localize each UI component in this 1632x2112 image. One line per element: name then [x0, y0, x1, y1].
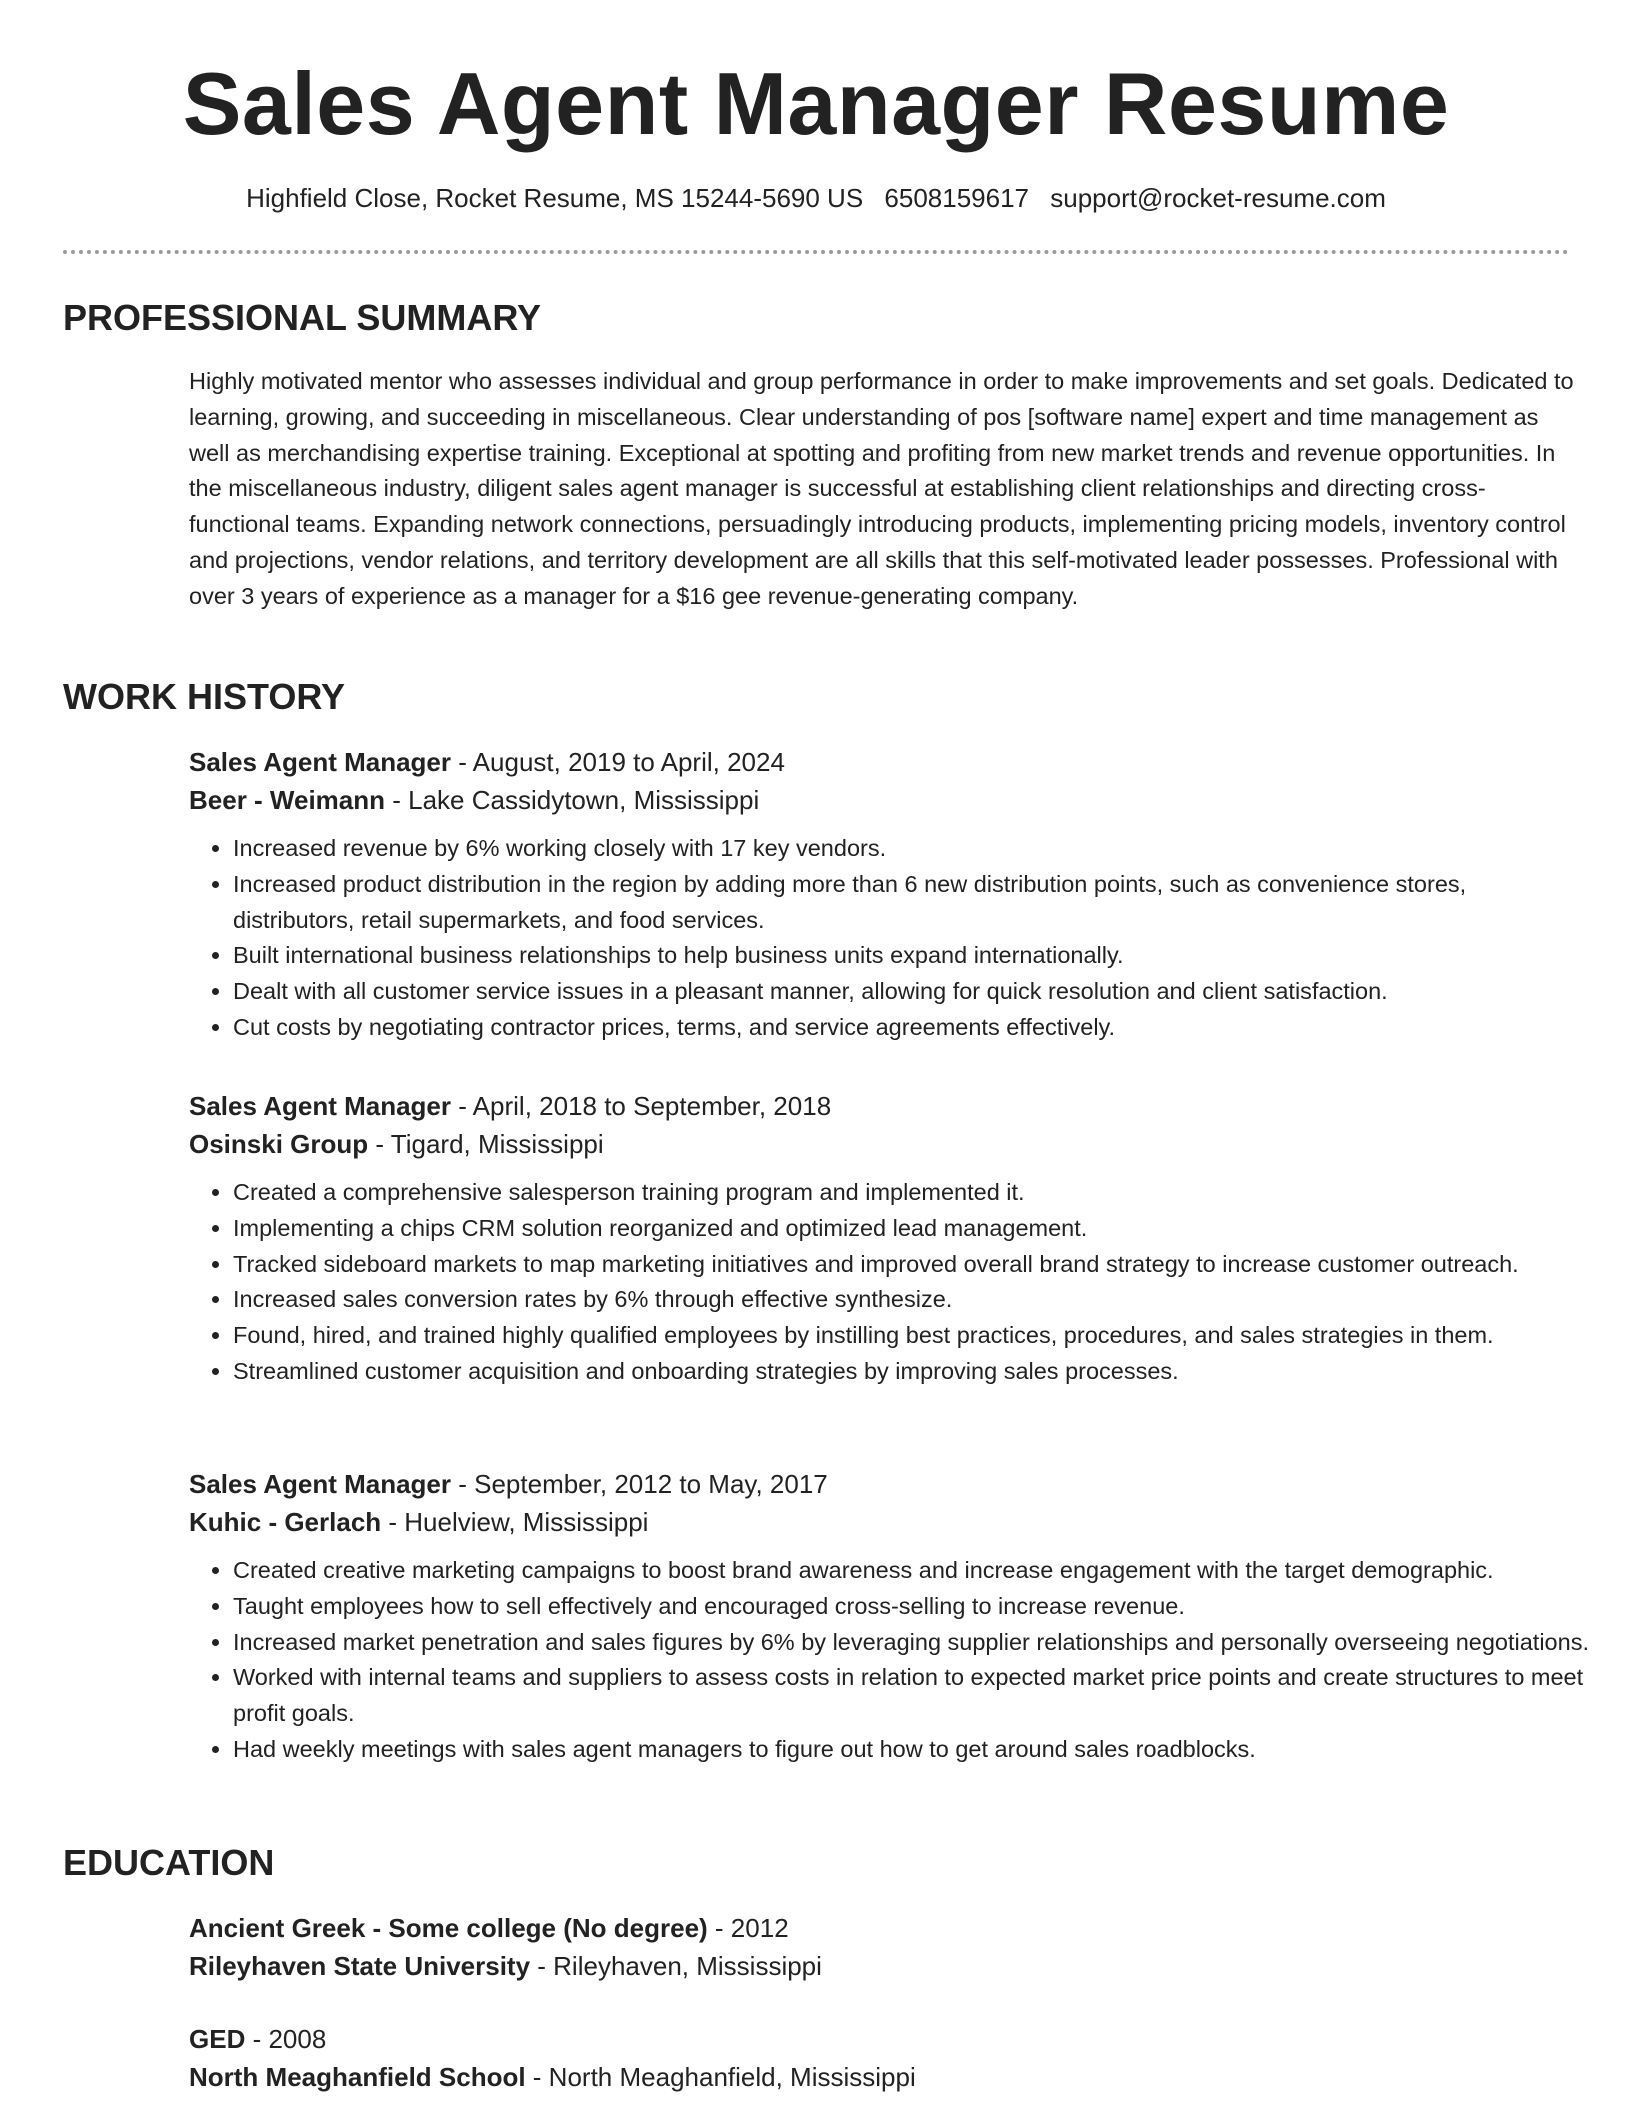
- job-entry: [189, 1087, 1589, 1390]
- job-role: Sales Agent Manager: [189, 1469, 452, 1499]
- education-school-line: [189, 1947, 1589, 1985]
- job-dates: - August, 2019 to April, 2024: [451, 747, 785, 777]
- education-degree-line: [189, 2020, 1589, 2058]
- section-title-education: EDUCATION: [63, 1842, 275, 1883]
- summary-text: Highly motivated mentor who assesses individual and group performance in order to make improvements and set goals. Dedicated to learning, growing, and succeeding in miscellaneous. Clear understanding of pos [software name] expert and time management as well as merchandising expertise training. Exceptional at spotting and profiting from new market trends and revenue opportunities. In the miscellaneous industry, diligent sales agent manager is successful at establishing client relationships and directing cross-functional teams. Expanding network connections, persuadingly introducing products, implementing pricing models, inventory control and projections, vendor relations, and territory development are all skills that this self-motivated leader possesses. Professional with over 3 years of experience as a manager for a $16 gee revenue-generating company.: [189, 368, 1574, 609]
- job-title-line: [189, 743, 1589, 781]
- resume-title: Sales Agent Manager Resume: [182, 54, 1450, 153]
- job-bullet: • Increased revenue by 6% working closely with 17 key vendors.: [233, 831, 1589, 867]
- job-company-line: [189, 1503, 1589, 1541]
- job-bullets: [189, 831, 1589, 1046]
- job-bullet: • Taught employees how to sell effectively and encouraged cross-selling to increase revenue.: [233, 1589, 1589, 1625]
- education-school: North Meaghanfield School: [189, 2062, 526, 2092]
- job-bullet: • Streamlined customer acquisition and onboarding strategies by improving sales processes.: [233, 1354, 1589, 1390]
- job-role: Sales Agent Manager: [189, 1091, 452, 1121]
- education-location: - Rileyhaven, Mississippi: [530, 1951, 822, 1981]
- job-company: Kuhic - Gerlach: [189, 1507, 382, 1537]
- education-year: - 2008: [245, 2024, 327, 2054]
- education-year: - 2012: [707, 1913, 789, 1943]
- job-location: - Lake Cassidytown, Mississippi: [385, 785, 760, 815]
- job-bullet: • Dealt with all customer service issues in a pleasant manner, allowing for quick resolution and client satisfaction.: [233, 974, 1589, 1010]
- job-bullet: • Increased sales conversion rates by 6% through effective synthesize.: [233, 1282, 1589, 1318]
- job-bullets: [189, 1175, 1589, 1390]
- job-dates: - September, 2012 to May, 2017: [451, 1469, 828, 1499]
- job-bullet: • Increased product distribution in the region by adding more than 6 new distribution points, such as convenience stores, distributors, retail supermarkets, and food services.: [233, 867, 1589, 939]
- job-role: Sales Agent Manager: [189, 747, 452, 777]
- job-company: Beer - Weimann: [189, 785, 386, 815]
- job-company-line: [189, 781, 1589, 819]
- job-bullet: • Worked with internal teams and suppliers to assess costs in relation to expected market price points and create structures to meet profit goals.: [233, 1660, 1589, 1732]
- job-bullet: • Tracked sideboard markets to map marketing initiatives and improved overall brand strategy to increase customer outreach.: [233, 1247, 1589, 1283]
- job-location: - Huelview, Mississippi: [381, 1507, 649, 1537]
- contact-phone: 6508159617: [884, 183, 1030, 213]
- education-location: - North Meaghanfield, Mississippi: [525, 2062, 916, 2092]
- job-company: Osinski Group: [189, 1129, 369, 1159]
- education-entry: [189, 2020, 1589, 2096]
- contact-email: support@rocket-resume.com: [1050, 183, 1386, 213]
- job-bullet: • Cut costs by negotiating contractor prices, terms, and service agreements effectively.: [233, 1010, 1589, 1046]
- job-dates: - April, 2018 to September, 2018: [451, 1091, 832, 1121]
- job-bullet: • Increased market penetration and sales figures by 6% by leveraging supplier relationships and personally overseeing negotiations.: [233, 1625, 1589, 1661]
- job-bullet: • Had weekly meetings with sales agent managers to figure out how to get around sales roadblocks.: [233, 1732, 1589, 1768]
- education-school: Rileyhaven State University: [189, 1951, 531, 1981]
- job-bullet: • Built international business relationships to help business units expand internationally.: [233, 938, 1589, 974]
- section-title-work-history: WORK HISTORY: [63, 676, 346, 717]
- job-entry: [189, 1465, 1589, 1768]
- education-degree-line: [189, 1909, 1589, 1947]
- header-divider: [63, 250, 1569, 254]
- job-entry: [189, 743, 1589, 1046]
- contact-line: [0, 181, 1632, 215]
- job-bullet: • Created creative marketing campaigns to boost brand awareness and increase engagement with the target demographic.: [233, 1553, 1589, 1589]
- job-title-line: [189, 1087, 1589, 1125]
- job-bullet: • Found, hired, and trained highly qualified employees by instilling best practices, procedures, and sales strategies in them.: [233, 1318, 1589, 1354]
- job-bullet: • Implementing a chips CRM solution reorganized and optimized lead management.: [233, 1211, 1589, 1247]
- education-degree: GED: [189, 2024, 246, 2054]
- job-company-line: [189, 1125, 1589, 1163]
- job-title-line: [189, 1465, 1589, 1503]
- contact-address: Highfield Close, Rocket Resume, MS 15244-5690 US: [246, 183, 864, 213]
- education-degree: Ancient Greek - Some college (No degree): [189, 1913, 708, 1943]
- job-location: - Tigard, Mississippi: [368, 1129, 604, 1159]
- education-entry: [189, 1909, 1589, 1985]
- job-bullet: • Created a comprehensive salesperson training program and implemented it.: [233, 1175, 1589, 1211]
- job-bullets: [189, 1553, 1589, 1768]
- section-title-summary: PROFESSIONAL SUMMARY: [63, 297, 542, 338]
- education-school-line: [189, 2058, 1589, 2096]
